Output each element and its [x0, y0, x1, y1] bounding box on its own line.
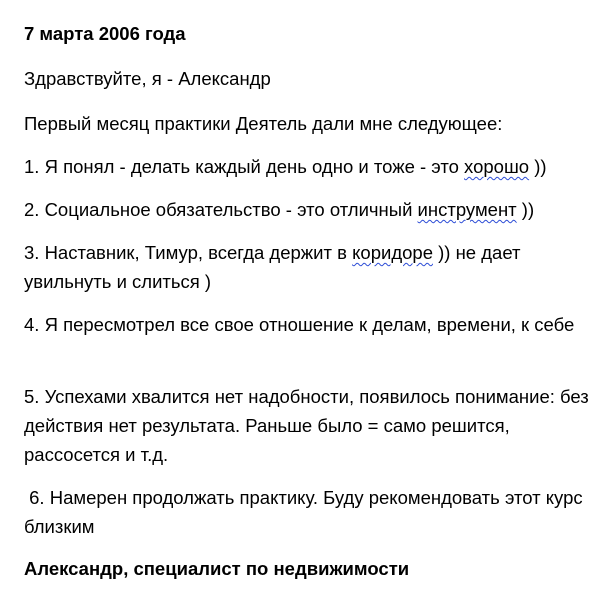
list-item-3-tail: )) не дает увильнуть и слиться ) — [24, 242, 521, 292]
signature-line: Александр, специалист по недвижимости — [24, 558, 410, 579]
list-item-3-text: 3. Наставник, Тимур, всегда держит в — [24, 242, 353, 263]
list-item-6: 6. Намерен продолжать практику. Буду рекомендовать этот курс близким — [24, 487, 588, 537]
list-item-2 — [24, 195, 534, 224]
list-item-2-text: 2. Социальное обязательство - это отличный — [24, 199, 418, 220]
spellcheck-word[interactable]: хорошо — [464, 156, 530, 177]
list-item-1 — [24, 152, 547, 181]
list-item-1-tail: )) — [529, 156, 547, 177]
spellcheck-word[interactable]: инструмент — [417, 199, 517, 220]
list-item-3 — [24, 238, 584, 296]
list-item-4: 4. Я пересмотрел все свое отношение к делам, времени, к себе — [24, 314, 575, 335]
list-item-2-tail: )) — [516, 199, 535, 220]
intro-line: Первый месяц практики Деятель дали мне следующее: — [24, 113, 503, 134]
list-item-5: 5. Успехами хвалится нет надобности, появилось понимание: без действия нет результата. Раньше было = само решится, рассосется и т.д. — [24, 386, 589, 465]
greeting-line: Здравствуйте, я - Александр — [24, 68, 271, 89]
document-date: 7 марта 2006 года — [24, 23, 186, 44]
spellcheck-word[interactable]: коридоре — [352, 242, 433, 263]
list-item-1-text: 1. Я понял - делать каждый день одно и тоже - это — [24, 156, 465, 177]
